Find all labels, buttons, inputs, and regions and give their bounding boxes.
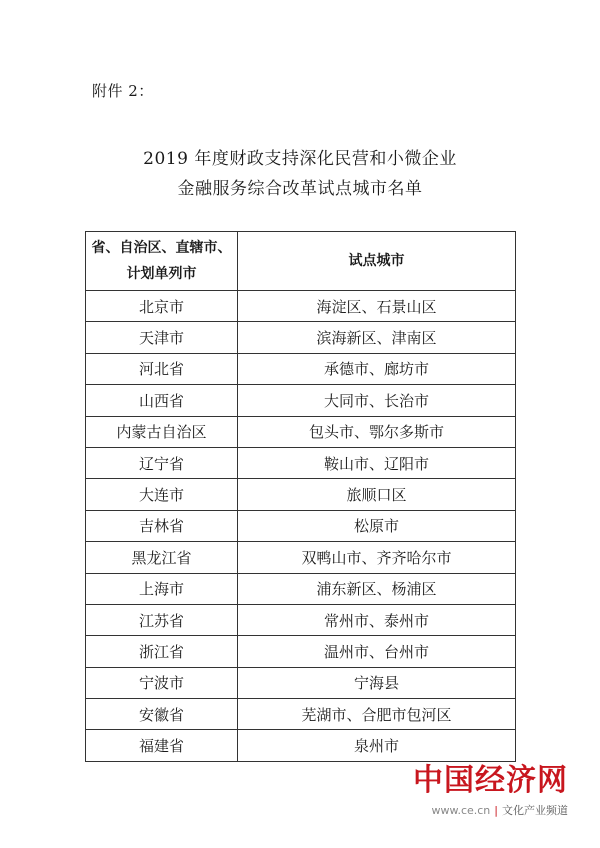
region-cell: 福建省 <box>86 730 238 761</box>
table-row <box>86 542 516 573</box>
cities-cell: 鞍山市、辽阳市 <box>238 447 516 478</box>
watermark-subtitle <box>388 802 568 818</box>
region-cell: 河北省 <box>86 353 238 384</box>
site-watermark <box>388 762 568 818</box>
table-row <box>86 385 516 416</box>
cities-cell: 大同市、长治市 <box>238 385 516 416</box>
table-row <box>86 730 516 761</box>
region-cell: 上海市 <box>86 573 238 604</box>
region-cell: 浙江省 <box>86 636 238 667</box>
cities-cell: 滨海新区、津南区 <box>238 322 516 353</box>
document-title-line-1: 2019 年度财政支持深化民营和小微企业 <box>143 149 457 169</box>
table-row <box>86 416 516 447</box>
region-cell: 北京市 <box>86 291 238 322</box>
header-region-line-2: 计划单列市 <box>126 266 197 282</box>
watermark-separator: | <box>494 804 498 817</box>
region-cell: 安徽省 <box>86 699 238 730</box>
region-cell: 江苏省 <box>86 604 238 635</box>
watermark-site: www.ce.cn <box>431 804 491 817</box>
table-header-row <box>86 232 516 291</box>
table-row <box>86 479 516 510</box>
region-cell: 黑龙江省 <box>86 542 238 573</box>
cities-cell: 芜湖市、合肥市包河区 <box>238 699 516 730</box>
cities-cell: 常州市、泰州市 <box>238 604 516 635</box>
header-pilot-cities: 试点城市 <box>238 232 516 291</box>
cities-cell: 海淀区、石景山区 <box>238 291 516 322</box>
region-cell: 宁波市 <box>86 667 238 698</box>
document-title-line-2: 金融服务综合改革试点城市名单 <box>177 179 423 199</box>
table-row <box>86 447 516 478</box>
table-row <box>86 510 516 541</box>
header-region <box>86 232 238 291</box>
table-row <box>86 667 516 698</box>
cities-cell: 旅顺口区 <box>238 479 516 510</box>
region-cell: 吉林省 <box>86 510 238 541</box>
region-cell: 辽宁省 <box>86 447 238 478</box>
cities-cell: 泉州市 <box>238 730 516 761</box>
table-row <box>86 291 516 322</box>
attachment-label: 附件 2： <box>92 82 154 100</box>
cities-cell: 温州市、台州市 <box>238 636 516 667</box>
header-region-line-1: 省、自治区、直辖市、 <box>91 240 232 256</box>
region-cell: 大连市 <box>86 479 238 510</box>
table-row <box>86 573 516 604</box>
table-row <box>86 636 516 667</box>
cities-cell: 承德市、廊坊市 <box>238 353 516 384</box>
table-row <box>86 604 516 635</box>
cities-cell: 浦东新区、杨浦区 <box>238 573 516 604</box>
table-row <box>86 699 516 730</box>
watermark-logo: 中国经济网 <box>413 763 568 798</box>
table-row <box>86 322 516 353</box>
region-cell: 天津市 <box>86 322 238 353</box>
cities-cell: 宁海县 <box>238 667 516 698</box>
pilot-cities-table <box>85 231 516 762</box>
table-row <box>86 353 516 384</box>
region-cell: 山西省 <box>86 385 238 416</box>
cities-cell: 双鸭山市、齐齐哈尔市 <box>238 542 516 573</box>
watermark-channel: 文化产业频道 <box>502 804 568 817</box>
cities-cell: 松原市 <box>238 510 516 541</box>
region-cell: 内蒙古自治区 <box>86 416 238 447</box>
cities-cell: 包头市、鄂尔多斯市 <box>238 416 516 447</box>
